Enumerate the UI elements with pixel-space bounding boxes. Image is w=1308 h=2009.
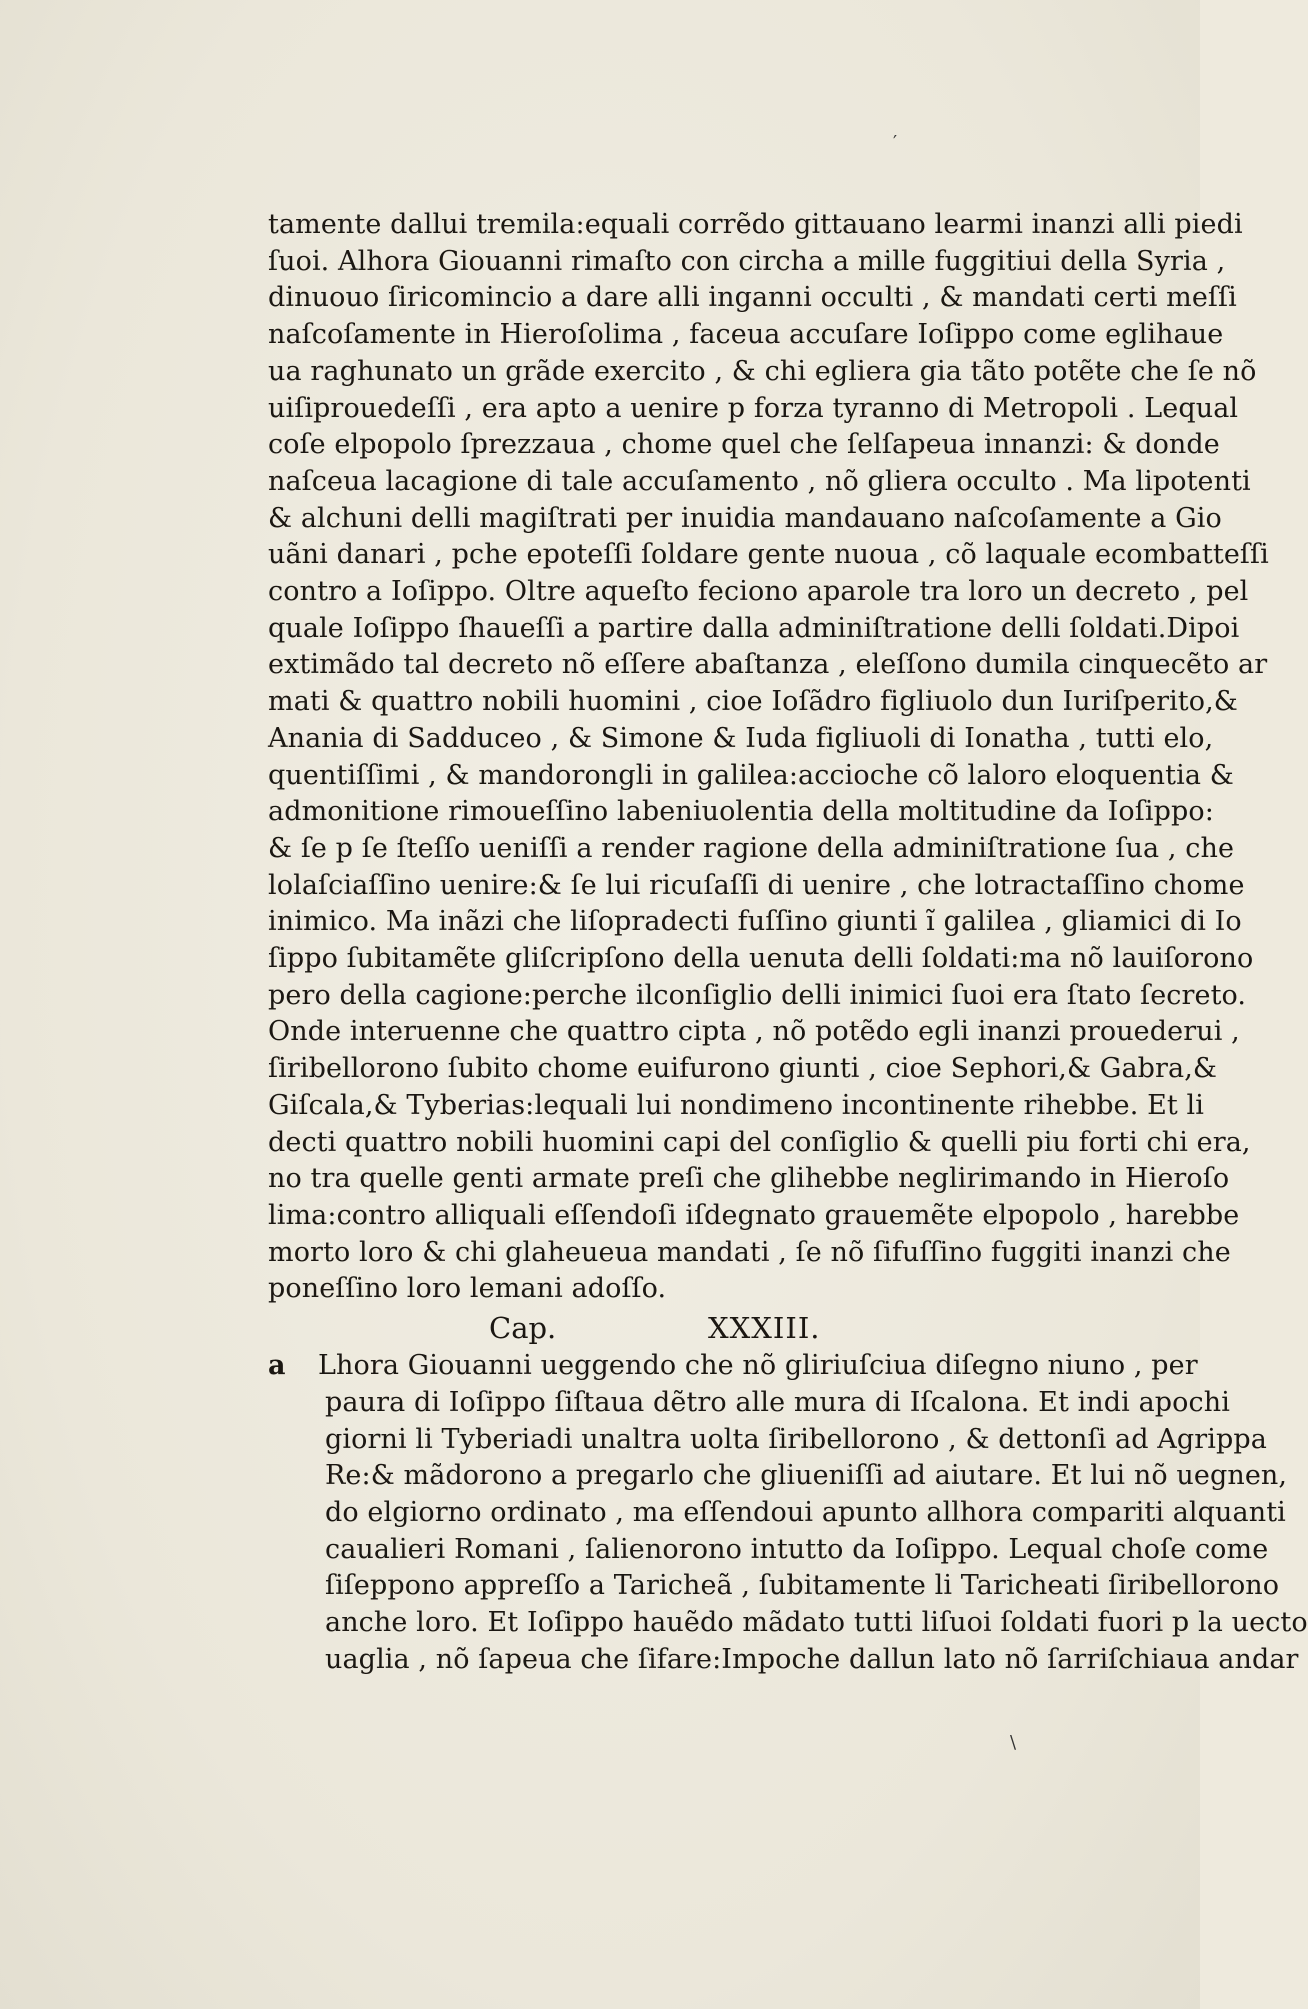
ink-mark-top: ′ bbox=[893, 132, 898, 153]
text-line: do elgiorno ordinato , ma eſſendoui apunto allhora compariti alquanti bbox=[325, 1496, 1286, 1528]
text-line: paura di Ioſippo ſiſtaua dẽtro alle mura di Iſcalona. Et indi apochi bbox=[325, 1386, 1230, 1418]
paragraph-before-chapter bbox=[268, 207, 1269, 1308]
text-line: pero della cagione:perche ilconſiglio delli inimici ſuoi era ſtato ſecreto. bbox=[268, 979, 1247, 1011]
text-line: lima:contro alliquali eſſendoſi iſdegnato grauemẽte elpopolo , harebbe bbox=[268, 1199, 1240, 1231]
text-line: Anania di Sadduceo , & Simone & Iuda figliuoli di Ionatha , tutti elo, bbox=[268, 722, 1214, 754]
text-line bbox=[268, 1348, 1198, 1385]
text-line: & alchuni delli magiſtrati per inuidia mandauano naſcoſamente a Gio bbox=[268, 502, 1222, 534]
main-text-block bbox=[268, 207, 1308, 1678]
text-line: no tra quelle genti armate preſi che glihebbe neglirimando in Hieroſo bbox=[268, 1163, 1230, 1195]
chapter-heading bbox=[268, 1308, 1148, 1348]
text-line: extimãdo tal decreto nõ eſſere abaſtanza , eleſſono dumila cinquecẽto ar bbox=[268, 649, 1268, 681]
text-line: dinuouo ſiricomincio a dare alli inganni occulti , & mandati certi meſſi bbox=[268, 282, 1237, 314]
text-line: caualieri Romani , ſalienorono intutto da Ioſippo. Lequal choſe come bbox=[325, 1533, 1269, 1565]
initial-letter: a bbox=[268, 1350, 286, 1382]
text-line: coſe elpopolo ſprezzaua , chome quel che ſelſapeua innanzi: & donde bbox=[268, 429, 1220, 461]
text-line: morto loro & chi glaheueua mandati , ſe nõ ſifuſſino fuggiti inanzi che bbox=[268, 1236, 1231, 1268]
text-line: naſceua lacagione di tale accuſamento , nõ gliera occulto . Ma lipotenti bbox=[268, 465, 1251, 497]
text-line: admonitione rimoueſſino labeniuolentia della moltitudine da Ioſippo: bbox=[268, 796, 1214, 828]
ink-mark-bottom: \ bbox=[1010, 1732, 1017, 1753]
text-line: giorni li Tyberiadi unaltra uolta ſiribellorono , & dettonſi ad Agrippa bbox=[325, 1423, 1267, 1455]
text-line: decti quattro nobili huomini capi del conſiglio & quelli piu forti chi era, bbox=[268, 1126, 1251, 1158]
text-line: Onde interuenne che quattro cipta , nõ potẽdo egli inanzi prouederui , bbox=[268, 1016, 1240, 1048]
text-line: ſiribellorono ſubito chome euifurono giunti , cioe Sephori,& Gabra,& bbox=[268, 1053, 1218, 1085]
text-line: contro a Ioſippo. Oltre aqueſto feciono aparole tra loro un decreto , pel bbox=[268, 576, 1249, 608]
text-line: Re:& mãdorono a pregarlo che gliueniſſi ad aiutare. Et lui nõ uegnen, bbox=[325, 1460, 1288, 1492]
text-line-content: Lhora Giouanni ueggendo che nõ gliriuſciua diſegno niuno , per bbox=[318, 1350, 1198, 1382]
paragraph-chapter-33 bbox=[268, 1348, 1308, 1678]
text-line: uiſiprouedeſſi , era apto a uenire p forza tyranno di Metropoli . Lequal bbox=[268, 392, 1239, 424]
text-line: uaglia , nõ ſapeua che ſifare:Impoche dallun lato nõ ſarriſchiaua andar bbox=[325, 1643, 1299, 1675]
text-line: ua raghunato un grãde exercito , & chi egliera gia tãto potẽte che ſe nõ bbox=[268, 355, 1257, 387]
text-line: ſuoi. Alhora Giouanni rimaſto con circha a mille fuggitiui della Syria , bbox=[268, 245, 1226, 277]
text-line: Giſcala,& Tyberias:lequali lui nondimeno incontinente rihebbe. Et li bbox=[268, 1089, 1204, 1121]
text-line: & ſe p ſe ſteſſo ueniſſi a render ragione della adminiſtratione ſua , che bbox=[268, 832, 1235, 864]
text-line: ſiſeppono appreſſo a Taricheã , ſubitamente li Taricheati ſiribellorono bbox=[325, 1570, 1280, 1602]
text-line: quentiſſimi , & mandorongli in galilea:accioche cõ laloro eloquentia & bbox=[268, 759, 1234, 791]
text-line: quale Ioſippo ſhaueſſi a partire dalla adminiſtratione delli ſoldati.Dipoi bbox=[268, 612, 1240, 644]
chapter-number: XXXIII. bbox=[708, 1311, 821, 1346]
text-line: inimico. Ma inãzi che liſopradecti fuſſino giunti ĩ galilea , gliamici di Io bbox=[268, 906, 1242, 938]
text-line: anche loro. Et Ioſippo hauẽdo mãdato tutti liſuoi ſoldati fuori p la uecto bbox=[325, 1607, 1308, 1639]
text-line: uãni danari , pche epoteſſi ſoldare gente nuoua , cõ laquale ecombatteſſi bbox=[268, 539, 1269, 571]
text-line: tamente dallui tremila:equali corrẽdo gittauano learmi inanzi alli piedi bbox=[268, 209, 1243, 240]
text-line: ſippo ſubitamẽte gliſcripſono della uenuta delli ſoldati:ma nõ lauiſorono bbox=[268, 943, 1254, 975]
text-line: lolaſciaſſino uenire:& ſe lui ricuſaſſi di uenire , che lotractaſſino chome bbox=[268, 869, 1245, 901]
chapter-label: Cap. bbox=[489, 1311, 557, 1346]
text-line: poneſſino loro lemani adoſſo. bbox=[268, 1273, 667, 1305]
text-line: mati & quattro nobili huomini , cioe Ioſãdro figliuolo dun Iuriſperito,& bbox=[268, 686, 1238, 718]
text-line: naſcoſamente in Hieroſolima , faceua accuſare Ioſippo come eglihaue bbox=[268, 319, 1224, 351]
